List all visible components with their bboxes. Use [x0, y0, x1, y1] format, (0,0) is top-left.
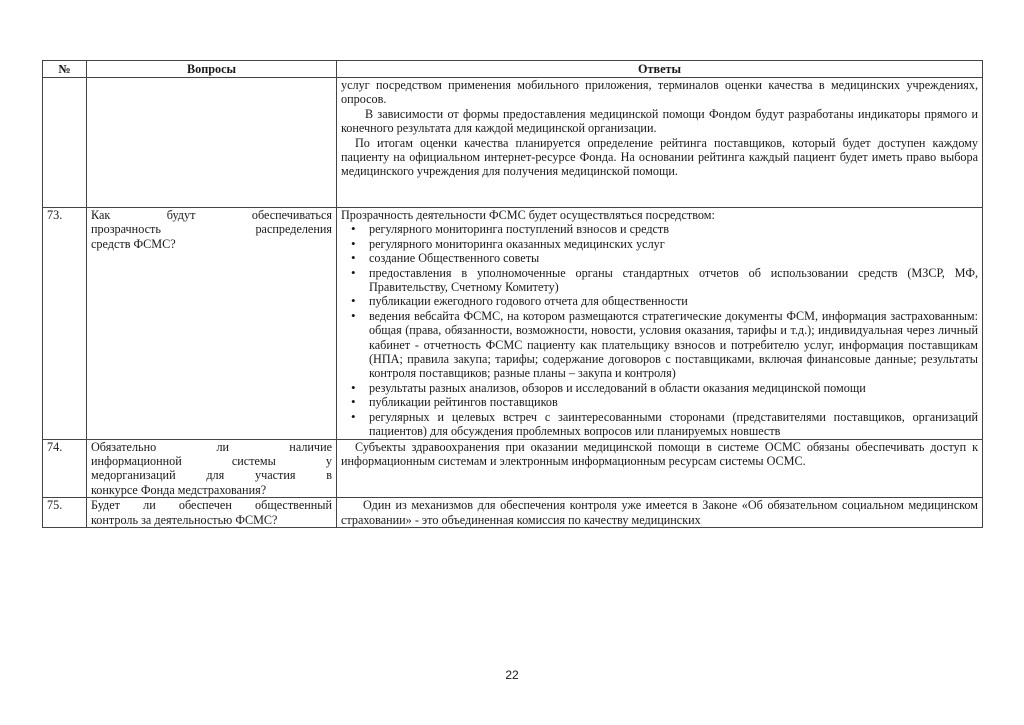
- bullet-list: [341, 222, 978, 438]
- list-item: • регулярного мониторинга оказанных медицинских услуг: [369, 237, 978, 251]
- answer-paragraph: услуг посредством применения мобильного приложения, терминалов оценки качества в медицинских учреждениях, опросов.: [341, 78, 978, 107]
- header-questions: Вопросы: [87, 61, 337, 78]
- answer-paragraph: Один из механизмов для обеспечения контроля уже имеется в Законе «Об обязательном социальном медицинском страховании» - это объединенная комиссия по качеству медицинских: [341, 498, 978, 527]
- table-row-73: [43, 208, 983, 440]
- answer-cell: [337, 208, 983, 440]
- row-number: 74.: [43, 439, 87, 498]
- question-line: средств ФСМС?: [91, 236, 176, 251]
- qa-table: [42, 60, 983, 528]
- answer-paragraph: По итогам оценки качества планируется определение рейтинга поставщиков, который будет доступен каждому пациенту на официальном интернет-ресурсе Фонда. На основании рейтинга каждый пациент будет иметь право выбора медицинского учреждения для получения медицинской помощи.: [341, 135, 978, 179]
- list-item: • результаты разных анализов, обзоров и исследований в области оказания медицинской помощи: [369, 381, 978, 395]
- question-empty: [87, 78, 337, 208]
- list-item: • регулярных и целевых встреч с заинтересованными сторонами (представителями поставщиков, организаций пациентов) для обсуждения проблемных вопросов или планируемых новшеств: [369, 410, 978, 439]
- list-item: • публикации ежегодного годового отчета для общественности: [369, 294, 978, 308]
- question-line: Как будут обеспечиваться: [91, 208, 332, 222]
- question-line: прозрачность распределения: [91, 222, 332, 237]
- answer-cell: [337, 439, 983, 498]
- list-item: • создание Общественного советы: [369, 251, 978, 265]
- answer-paragraph: Субъекты здравоохранения при оказании медицинской помощи в системе ОСМС обязаны обеспечивать доступ к информационным системам и электронным информационным ресурсам системы ОСМС.: [341, 439, 978, 468]
- question-line: Будет ли обеспечен общественный: [91, 498, 332, 513]
- list-item: • ведения вебсайта ФСМС, на котором размещаются стратегические документы ФСМ, информация застрахованным: общая (права, обязанности, возможности, новости, условия оказания, тарифы и т.д.); индивидуальная через личный кабинет - отчетность ФСМС пациенту как плательщику взносов и потребителю услуг, информация поставщикам (НПА; правила закупа; тарифы; содержание договоров с поставщиками, включая финансовые данные; результаты контроля поставщиков; разные планы – закупа и контроля): [369, 309, 978, 381]
- question-cell: [87, 498, 337, 528]
- row-number: 73.: [43, 208, 87, 440]
- question-line: информационной системы у: [91, 453, 332, 468]
- row-number: 75.: [43, 498, 87, 528]
- table-row-continuation: [43, 78, 983, 208]
- question-cell: [87, 439, 337, 498]
- page-number: 22: [505, 668, 519, 682]
- table-header-row: [43, 61, 983, 78]
- table-row-75: [43, 498, 983, 528]
- answer-cell: [337, 498, 983, 528]
- answer-paragraph: В зависимости от формы предоставления медицинской помощи Фондом будут разработаны индикаторы прямого и конечного результата для каждой медицинской организации.: [341, 106, 978, 136]
- row-number-empty: [43, 78, 87, 208]
- header-answers: Ответы: [337, 61, 983, 78]
- question-cell: [87, 208, 337, 440]
- question-line: Обязательно ли наличие: [91, 439, 332, 454]
- question-line: конкурсе Фонда медстрахования?: [91, 482, 267, 497]
- list-item: • регулярного мониторинга поступлений взносов и средств: [369, 222, 978, 236]
- question-line: медорганизаций для участия в: [91, 468, 332, 483]
- answer-intro: Прозрачность деятельности ФСМС будет осуществляться посредством:: [341, 208, 715, 222]
- table-row-74: [43, 439, 983, 498]
- question-line: контроль за деятельностью ФСМС?: [91, 512, 278, 527]
- list-item: • публикации рейтингов поставщиков: [369, 395, 978, 409]
- answer-continuation: [337, 78, 983, 208]
- list-item: • предоставления в уполномоченные органы стандартных отчетов об использовании средств (МЗСР, МФ, Правительству, Счетному Комитету): [369, 266, 978, 295]
- header-number: №: [43, 61, 87, 78]
